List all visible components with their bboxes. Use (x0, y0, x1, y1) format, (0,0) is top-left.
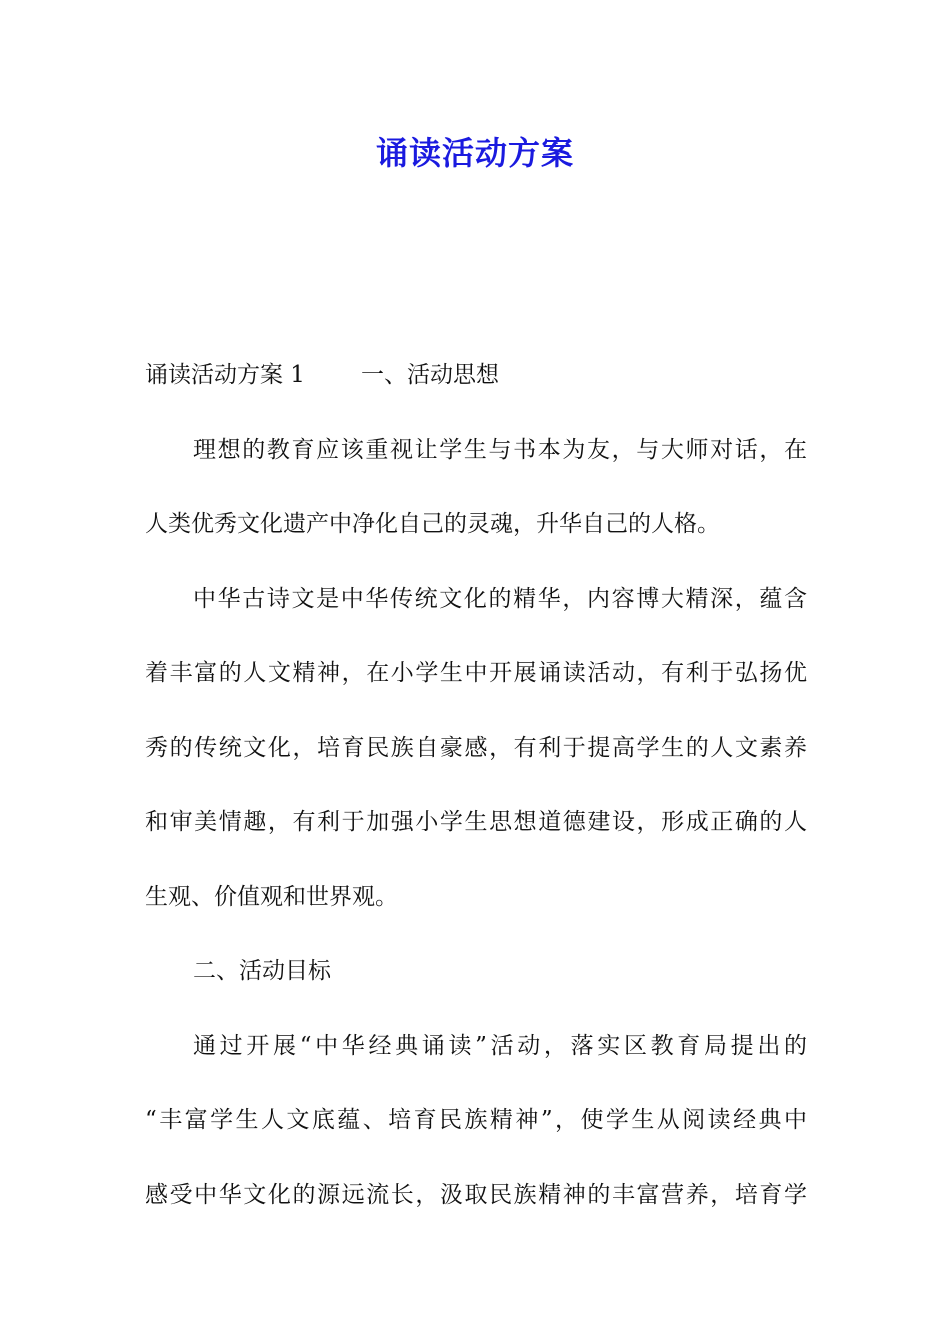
paragraph-2-line-2: 着丰富的人文精神，在小学生中开展诵读活动，有利于弘扬优 (145, 660, 807, 686)
paragraph-3-line-1: 通过开展“中华经典诵读”活动，落实区教育局提出的 (193, 1032, 807, 1059)
paragraph-2-line-3: 秀的传统文化，培育民族自豪感，有利于提高学生的人文素养 (145, 734, 807, 761)
document-body (145, 338, 807, 1232)
document-title: 诵读活动方案 (375, 134, 574, 172)
paragraph-2-line-1: 中华古诗文是中华传统文化的精华，内容博大精深，蕴含 (193, 585, 807, 612)
paragraph-1-line-1: 理想的教育应该重视让学生与书本为友，与大师对话，在 (193, 436, 807, 463)
section-heading-1: 一、活动思想 (360, 362, 499, 388)
heading-line (145, 338, 807, 413)
paragraph-1-line-2: 人类优秀文化遗产中净化自己的灵魂，升华自己的人格。 (145, 511, 720, 537)
paragraph-2-line-4: 和审美情趣，有利于加强小学生思想道德建设，形成正确的人 (145, 809, 807, 835)
plan-number-label: 诵读活动方案 1 (145, 362, 305, 388)
paragraph-2-line-5: 生观、价值观和世界观。 (145, 883, 398, 910)
paragraph-3-line-2: “丰富学生人文底蕴、培育民族精神”，使学生从阅读经典中 (145, 1107, 807, 1133)
section-heading-2: 二、活动目标 (193, 958, 331, 984)
paragraph-3-line-3: 感受中华文化的源远流长，汲取民族精神的丰富营养，培育学 (145, 1181, 807, 1208)
